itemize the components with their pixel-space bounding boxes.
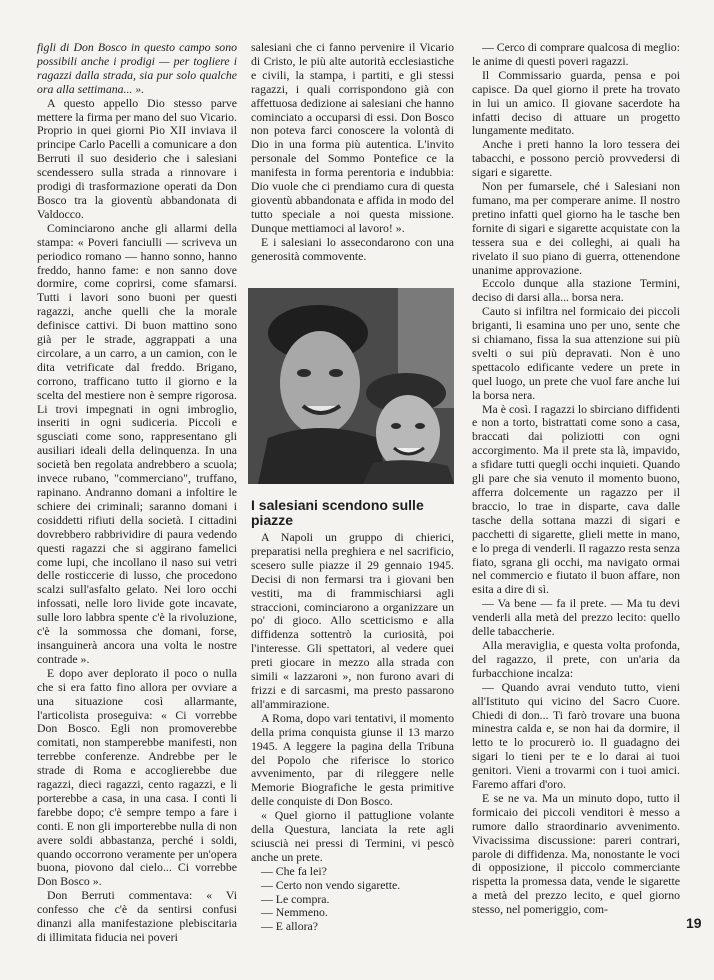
photo-illustration bbox=[248, 288, 454, 484]
paragraph: — Cerco di comprare qualcosa di meglio: le anime di questi poveri ragazzi. bbox=[472, 40, 680, 68]
paragraph: Cauto si infiltra nel formicaio dei piccoli briganti, li esamina uno per uno, sente che si chiamano, fissa la sua attenzione sui più svelti o sui più depravati. Non è uno spettacolo edificante vedere un prete in quel luogo, un prete che vuol fare anche lui la borsa nera. bbox=[472, 304, 680, 402]
paragraph: — Che fa lei? bbox=[261, 863, 327, 878]
paragraph: salesiani che ci fanno pervenire il Vicario di Cristo, le più alte autorità ecclesiastiche e civili, la stampa, i partiti, e gli stessi ragazzi, i quali corrispondono già con affettuosa dedizione ai salesiani che hanno cominciato a occuparsi di essi. Don Bosco non poteva farci conoscere la volontà di Dio in una forma più autentica. L'invito personale del Sommo Pontefice ce la manifesta in forma perentoria e indubbia: Dio vuole che ci prendiamo cura di questa gioventù abbandonata e affida in modo del tutto speciale a noi questa missione. Dunque mettiamoci al lavoro! ». bbox=[251, 40, 454, 235]
paragraph: A Roma, dopo vari tentativi, il momento della prima conquista giunse il 13 marzo 1945. A leggere la pagina della Tribuna del Popolo che riferisce lo storico avvenimento, par di rileggere nelle Memorie Biografiche le gesta primitive delle conquiste di Don Bosco. bbox=[251, 710, 454, 809]
paragraph: Non per fumarsele, ché i Salesiani non fumano, ma per comperare anime. Il nostro pretino infatti quel giorno ha le tasche ben fornite di sigari e sigarette acquistate con la tessera sua e dei colleghi, ai quali ha rivelato il suo piano di guerra, ottenendone unanime approvazione. bbox=[472, 179, 680, 277]
column-2-bottom bbox=[251, 531, 454, 934]
paragraph: Il Commissario guarda, pensa e poi capisce. Da quel giorno il prete ha trovato in lui un amico. Il giovane sacerdote ha infatti deciso di attuare un progetto lungamente meditato. bbox=[472, 67, 680, 138]
paragraph: Eccolo dunque alla stazione Termini, deciso di darsi alla... borsa nera. bbox=[472, 276, 680, 305]
paragraph: E dopo aver deplorato il poco o nulla che si era fatto fino allora per ovviare a una situazione così allarmante, l'articolista proseguiva: « Ci vorrebbe Don Bosco. Egli non promoverebbe comitati, non stamperebbe manifesti, non terrebbe conferenze. Andrebbe per le strade di Roma e accoglierebbe due ragazzi, dieci ragazzi, cento ragazzi, e li porterebbe a casa, in una casa. I conti li farebbe dopo; c'è sempre tempo a fare i conti. E non gli importerebbe nulla di non avere soldi abbastanza, perché i soldi, quando occorrono veramente per un'opera buona, piovono dal cielo... Ci vorrebbe Don Bosco ». bbox=[37, 665, 237, 889]
column-1 bbox=[37, 41, 237, 945]
paragraph: Don Berruti commentava: « Vi confesso che c'è da sentirsi confusi dinanzi alla manifestazione plebiscitaria di illimitata fiducia nei poveri bbox=[37, 888, 237, 944]
paragraph: — Quando avrai venduto tutto, vieni all'Istituto qui vicino del Sacro Cuore. Chiedi di don... Ti farò trovare una buona minestra calda e, se non hai da dormire, il letto te lo procurerò io. Il guadagno dei sigari lo tieni per te e lo darai ai tuoi genitori. Vieni a trovarmi con i tuoi amici. Faremo affari d'oro. bbox=[472, 679, 680, 792]
section-heading: I salesiani scendono sulle piazze bbox=[251, 497, 424, 528]
paragraph: E se ne va. Ma un minuto dopo, tutto il formicaio dei piccoli venditori è messo a rumore dallo straordinario avvenimento. Vivacissima discussione: pareri contrari, parole di diffidenza. Ma, nonostante le voci di opposizione, il piccolo commerciante rispetta la promessa data, vende le sigarette a metà del prezzo lecito, e quel giorno stesso, nel pomeriggio, com- bbox=[472, 790, 680, 917]
paragraph: — Va bene — fa il prete. — Ma tu devi venderli alla metà del prezzo lecito: quello delle tabaccherie. bbox=[472, 596, 680, 639]
paragraph: — Le compra. bbox=[261, 891, 330, 906]
page-number: 19 bbox=[686, 915, 702, 931]
paragraph: Cominciarono anche gli allarmi della stampa: « Poveri fanciulli — scriveva un periodico romano — hanno sonno, hanno freddo, hanno fame: e non sanno dove dormire, come coprirsi, come sfamarsi. Tutti i lavori sono buoni per questi ragazzi, anche quelli che la morale definisce cattivi. Di buon mattino sono già per le strade, aggrappati a una circolare, a un carro, a un camion, con le dita vetrificate dal freddo. Brigano, corrono, trafficano tutto il giorno e la scelta del mestiere non è sempre rigorosa. Li trovi impegnati in ogni imbroglio, inseriti in ogni sudiceria. Piccoli e sgusciati come sono, rappresentano gli ausiliari ideali della delinquenza. In una società ben regolata andrebbero a scuola; invece rubano, "commerciano", truffano, rapinano. Andranno domani a infoltire le schiere dei criminali; saranno domani i cosiddetti rifiuti della società. I cittadini dovrebbero rabbrividire di paura vedendo questi ragazzi che si aggirano famelici come lupi, che incollano il naso sui vetri delle rosticcerie di lusso, che procedono scalzi sull'asfalto gelato. Nei loro occhi infossati, nelle loro livide gote incavate, sulle loro labbra spente c'è la rivoluzione, c'è la sommossa che domani, forse, insanguinerà ancora una volta le nostre contrade ». bbox=[37, 220, 237, 666]
paragraph: — Certo non vendo sigarette. bbox=[261, 877, 401, 892]
paragraph: A questo appello Dio stesso parve mettere la firma per mano del suo Vicario. Proprio in quei giorni Pio XII inviava il principe Carlo Pacelli a comunicare a don Berruti il suo desiderio che i salesiani scendessero sulla strada a rinnovare i prodigi di trasformazione operati da Don Bosco tra la gioventù abbandonata di Valdocco. bbox=[37, 95, 237, 221]
photo-two-boys bbox=[248, 288, 454, 484]
paragraph: Ma è così. I ragazzi lo sbirciano diffidenti e non a torto, bistrattati come sono a casa, braccati dai poliziotti con ogni accorgimento. Ma il prete sta là, impavido, a sfidare tutti quegli occhi inquieti. Quando gli pare che sia venuto il momento buono, afferra dolcemente un ragazzo per il braccio, lo trae in disparte, cava dalle tasche della sottana mazzi di sigari e pacchetti di sigarette, glieli mette in mano, e lo prega di venderli. Il ragazzo resta senza fiato, sgrana gli occhi, ma navigato ormai nel commercio e fiutato il buon affare, non esita a dire di sì. bbox=[472, 401, 680, 597]
paragraph: E i salesiani lo assecondarono con una generosità commovente. bbox=[251, 234, 454, 263]
paragraph: figli di Don Bosco in questo campo sono possibili anche i prodigi — per togliere i ragazzi dalla strada, sia pur solo qualche ora alla settimana... ». bbox=[37, 40, 237, 96]
column-3 bbox=[472, 41, 680, 917]
paragraph: — Nemmeno. bbox=[261, 905, 328, 920]
paragraph: « Quel giorno il pattuglione volante della Questura, lanciata la rete agli sciuscià nei pressi di Termini, vi pescò anche un prete. bbox=[251, 808, 454, 864]
paragraph: — E allora? bbox=[261, 919, 318, 934]
paragraph: A Napoli un gruppo di chierici, preparatisi nella preghiera e nel sacrificio, scesero sulle piazze il 29 gennaio 1945. Decisi di non fermarsi tra i giovani ben vestiti, ma di frammischiarsi agli straccioni, cominciarono a organizzare un po' di gioco. Allo scetticismo e alla diffidenza sottentrò la curiosità, poi l'interesse. Gli spettatori, al vedere quei preti giocare in mezzo alla strada con simili « lazzaroni », non furono avari di frizzi e di sarcasmi, ma presto passarono all'ammirazione. bbox=[251, 530, 454, 711]
column-2-top bbox=[251, 41, 454, 264]
paragraph: Alla meraviglia, e questa volta profonda, del ragazzo, il prete, con un'aria da furbacchione incalza: bbox=[472, 637, 680, 680]
paragraph: Anche i preti hanno la loro tessera dei tabacchi, e possono perciò provvedersi di sigari e sigarette. bbox=[472, 137, 680, 180]
